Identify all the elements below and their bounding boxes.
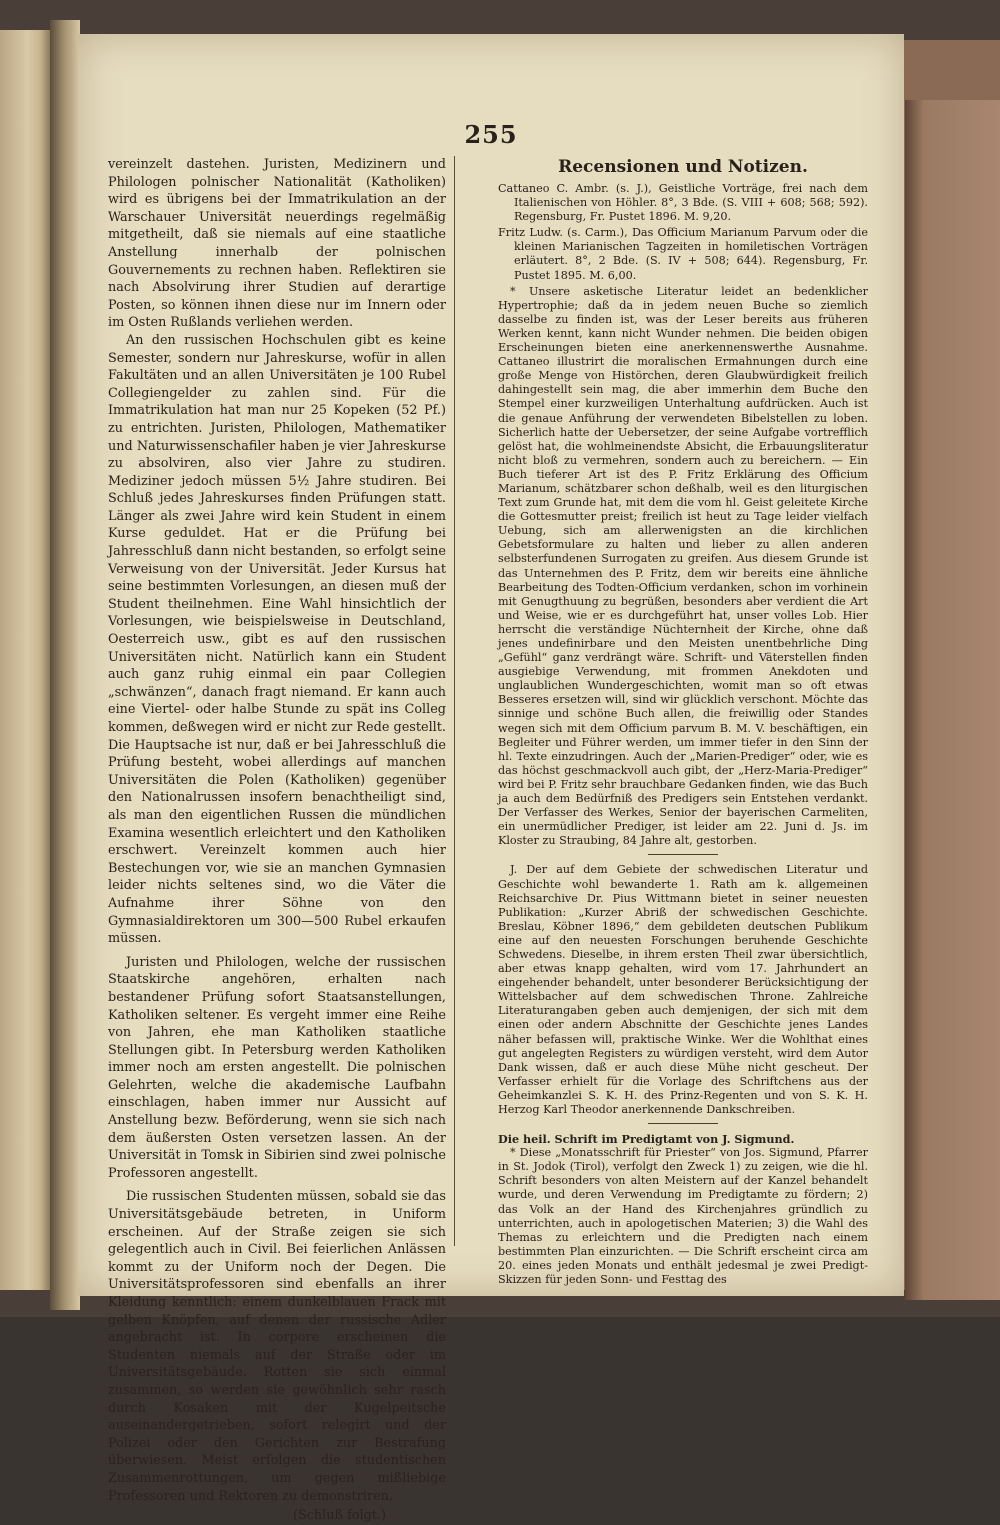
page-number: 255 (464, 120, 518, 149)
separator-rule (648, 854, 718, 855)
reference-fritz: Fritz Ludw. (s. Carm.), Das Officium Marianum Parvum oder die kleinen Marianischen Tagzeiten in homiletischen Vorträgen erläutert. 8°, 2 Bde. (S. IV + 508; 644). Regensburg, Fr. Pustet 1895. M. 6,00. (498, 226, 868, 282)
book-gutter (50, 20, 80, 1310)
cover-inner-edge (905, 100, 1000, 1300)
reference-cattaneo: Cattaneo C. Ambr. (s. J.), Geistliche Vorträge, frei nach dem Italienischen von Höhler. 8°, 3 Bde. (S. VIII + 608; 568; 592). Regensburg, Fr. Pustet 1896. M. 9,20. (498, 182, 868, 224)
left-paragraph-3: Juristen und Philologen, welche der russischen Staatskirche angehören, erhalten nach bestandener Prüfung sofort Staatsanstellungen, Katholiken seltener. Es vergeht immer eine Reihe von Jahren, ehe man Katholiken staatliche Stellungen gibt. In Petersburg werden Katholiken immer noch am ersten angestellt. Die polnischen Gelehrten, welche die akademische Laufbahn einschlagen, haben immer nur Aussicht auf Anstellung bezw. Beförderung, wenn sie sich nach dem äußersten Osten versetzen lassen. An der Universität in Tomsk in Sibirien sind zwei polnische Professoren angestellt. (108, 954, 446, 1181)
previous-page-edge (0, 30, 52, 1290)
section-title: Recensionen und Notizen. (558, 157, 808, 177)
right-column (498, 156, 868, 1287)
left-column (108, 156, 446, 1525)
review-sigmund: * Diese „Monatsschrift für Priester“ von Jos. Sigmund, Pfarrer in St. Jodok (Tirol), verfolgt den Zweck 1) zu zeigen, wie die hl. Schrift besonders von alten Meistern auf der Kanzel behandelt wurde, und deren Verwendung im Predigtamte zu fördern; 2) das Volk an der Hand des Kirchenjahres gründlich zu unterrichten, auch in apologetischen Materien; 3) die Wahl des Themas zu erleichtern und die Predigten nach einem bestimmten Plan einzurichten. — Die Schrift erscheint circa am 20. eines jeden Monats und enthält jedesmal je zwei Predigt-Skizzen für jeden Sonn- und Festtag des (498, 1146, 868, 1287)
review-asketic-literature: * Unsere asketische Literatur leidet an bedenklicher Hypertrophie; daß da in jedem neuen Buche so ziemlich dasselbe zu finden ist, was der Leser bereits aus früheren Werken kennt, kann nicht Wunder nehmen. Die beiden obigen Erscheinungen bieten eine anerkennenswerthe Ausnahme. Cattaneo illustrirt die moralischen Ermahnungen durch eine große Menge von Histörchen, deren Glaubwürdigkeit freilich dahingestellt sein mag, die aber immerhin dem Buche den Stempel einer kurzweiligen Unterhaltung aufdrücken. Auch ist die genaue Anführung der verwendeten Bibelstellen zu loben. Sicherlich hatte der Uebersetzer, der seine Aufgabe vortrefflich gelöst hat, die wohlmeinendste Absicht, die Erbauungsliteratur nicht bloß zu vermehren, sondern auch zu bereichern. — Ein Buch tieferer Art ist des P. Fritz Erklärung des Officium Marianum, schätzbarer schon deßhalb, weil es den liturgischen Text zum Grunde hat, mit dem die vom hl. Geist geleitete Kirche die Gottesmutter preist; freilich ist heut zu Tage leider vielfach Uebung, sich am allerwenigsten an die kirchlichen Gebetsformulare zu halten und lieber zu allen anderen selbsterfundenen Surrogaten zu greifen. Aus diesem Grunde ist das Unternehmen des P. Fritz, dem wir bereits eine ähnliche Bearbeitung des Todten-Officium verdanken, schon im vorhinein mit Genugthuung zu begrüßen, besonders aber verdient die Art und Weise, wie er es durchgeführt hat, unser volles Lob. Hier herrscht die verständige Nüchternheit der Kirche, ohne daß jenes undefinirbare und den Meisten unentbehrliche Ding „Gefühl“ ganz verdrängt wäre. Schrift- und Väterstellen finden ausgiebige Verwendung, mit frommen Anekdoten und unglaublichen Wundergeschichten, womit man so oft etwas Besseres ersetzen will, sind wir glücklich verschont. Möchte das sinnige und schöne Buch allen, die freiwillig oder Standes wegen sich mit dem Officium parvum B. M. V. beschäftigen, ein Begleiter und Führer werden, um immer tiefer in den Sinn der hl. Texte einzudringen. Auch der „Marien-Prediger“ oder, wie es das höchst geschmackvoll auch gibt, der „Herz-Maria-Prediger“ wird bei P. Fritz sehr brauchbare Gedanken finden, wie das Buch ja auch dem Bedürfniß des Predigers sein Entstehen verdankt. Der Verfasser des Werkes, Senior der bayerischen Carmeliten, ein unermüdlicher Prediger, ist leider am 22. Juni d. Js. im Kloster zu Straubing, 84 Jahre alt, gestorben. (498, 284, 868, 848)
left-paragraph-2: An den russischen Hochschulen gibt es keine Semester, sondern nur Jahreskurse, wofür in allen Fakultäten und an allen Universitäten je 100 Rubel Collegiengelder zu zahlen sind. Für die Immatrikulation hat man nur 25 Kopeken (52 Pf.) zu entrichten. Juristen, Philologen, Mathematiker und Naturwissenschafiler haben je vier Jahreskurse zu absolviren, also vier Jahre zu studiren. Mediziner jedoch müssen 5½ Jahre studiren. Bei Schluß jedes Jahreskurses finden Prüfungen statt. Länger als zwei Jahre wird kein Student in einem Kurse geduldet. Hat er die Prüfung bei Jahresschluß dann nicht bestanden, so erfolgt seine Verweisung von der Universität. Jeder Kursus hat seine bestimmten Vorlesungen, an diesen muß der Student theilnehmen. Eine Wahl hinsichtlich der Vorlesungen, wie beispielsweise in Deutschland, Oesterreich usw., gibt es auf den russischen Universitäten nicht. Natürlich kann ein Student auch ganz ruhig einmal ein paar Collegien „schwänzen“, danach fragt niemand. Er kann auch eine Viertel- oder halbe Stunde zu spät ins Colleg kommen, deßwegen wird er nicht zur Rede gestellt. Die Hauptsache ist nur, daß er bei Jahresschluß die Prüfung besteht, wobei allerdings auf manchen Universitäten die Polen (Katholiken) gegenüber den Nationalrussen insofern benachtheiligt sind, als man den eigentlichen Russen die mündlichen Examina wesentlich erleichtert und den Katholiken erschwert. Vereinzelt kommen auch hier Bestechungen vor, wie sie an manchen Gymnasien leider nichts seltenes sind, wo die Väter die Aufnahme ihrer Söhne von den Gymnasialdirektoren um 300—500 Rubel erkaufen müssen. (108, 332, 446, 947)
left-paragraph-4: Die russischen Studenten müssen, sobald sie das Universitätsgebäude betreten, in Uniform erscheinen. Auf der Straße zeigen sie sich gelegentlich auch in Civil. Bei feierlichen Anlässen kommt zu der Uniform noch der Degen. Die Universitätsprofessoren sind ebenfalls an ihrer Kleidung kenntlich: einem dunkelblauen Frack mit gelben Knöpfen, auf denen der russische Adler angebracht ist. In corpore erscheinen die Studenten niemals auf der Straße oder im Universitätsgebäude. Rotten sie sich einmal zusammen, so werden sie gewöhnlich sehr rasch durch Kosaken mit der Kugelpeitsche auseinandergetrieben, sofort relegirt und der Polizei oder den Gerichten zur Bestrafung überwiesen. Meist erfolgen die studentischen Zusammenrottungen, um gegen mißliebige Professoren und Rektoren zu demonstriren. (108, 1189, 446, 1504)
left-paragraph-1: vereinzelt dastehen. Juristen, Medizinern und Philologen polnischer Nationalität (Katholiken) wird es übrigens bei der Immatrikulation an der Warschauer Universität neuerdings regelmäßig mitgetheilt, daß sie niemals auf eine staatliche Anstellung innerhalb der polnischen Gouvernements zu rechnen haben. Reflektiren sie nach Absolvirung ihrer Studien auf derartige Posten, so können ihnen diese nur im Innern oder im Osten Rußlands verliehen werden. (108, 157, 446, 331)
column-divider (454, 156, 455, 1246)
separator-rule-2 (648, 1123, 718, 1124)
review-heading-sigmund: Die heil. Schrift im Predigtamt von J. Sigmund. (498, 1132, 795, 1147)
review-swedish-history: J. Der auf dem Gebiete der schwedischen Literatur und Geschichte wohl bewanderte 1. Rath am k. allgemeinen Reichsarchive Dr. Pius Wittmann bietet in seiner neuesten Publikation: „Kurzer Abriß der schwedischen Geschichte. Breslau, Köbner 1896,“ dem gebildeten deutschen Publikum eine auf den neuesten Forschungen beruhende Geschichte Schwedens. Dieselbe, in ihrem ersten Theil zwar übersichtlich, aber etwas knapp gehalten, wird vom 17. Jahrhundert an eingehender behandelt, unter besonderer Berücksichtigung der Wittelsbacher auf dem schwedischen Throne. Zahlreiche Literaturangaben geben auch demjenigen, der sich mit dem einen oder andern Abschnitte der Geschichte jenes Landes näher befassen will, praktische Winke. Wer die Wohlthat eines gut angelegten Registers zu würdigen versteht, wird dem Autor Dank wissen, daß er auch diese Mühe nicht gescheut. Der Verfasser erhielt für die Vorlage des Schriftchens aus der Geheimkanzlei S. K. H. des Prinz-Regenten und von S. K. H. Herzog Karl Theodor anerkennende Dankschreiben. (498, 863, 868, 1116)
book-page (78, 34, 904, 1524)
continued-note: (Schluß folgt.) (292, 1508, 386, 1524)
